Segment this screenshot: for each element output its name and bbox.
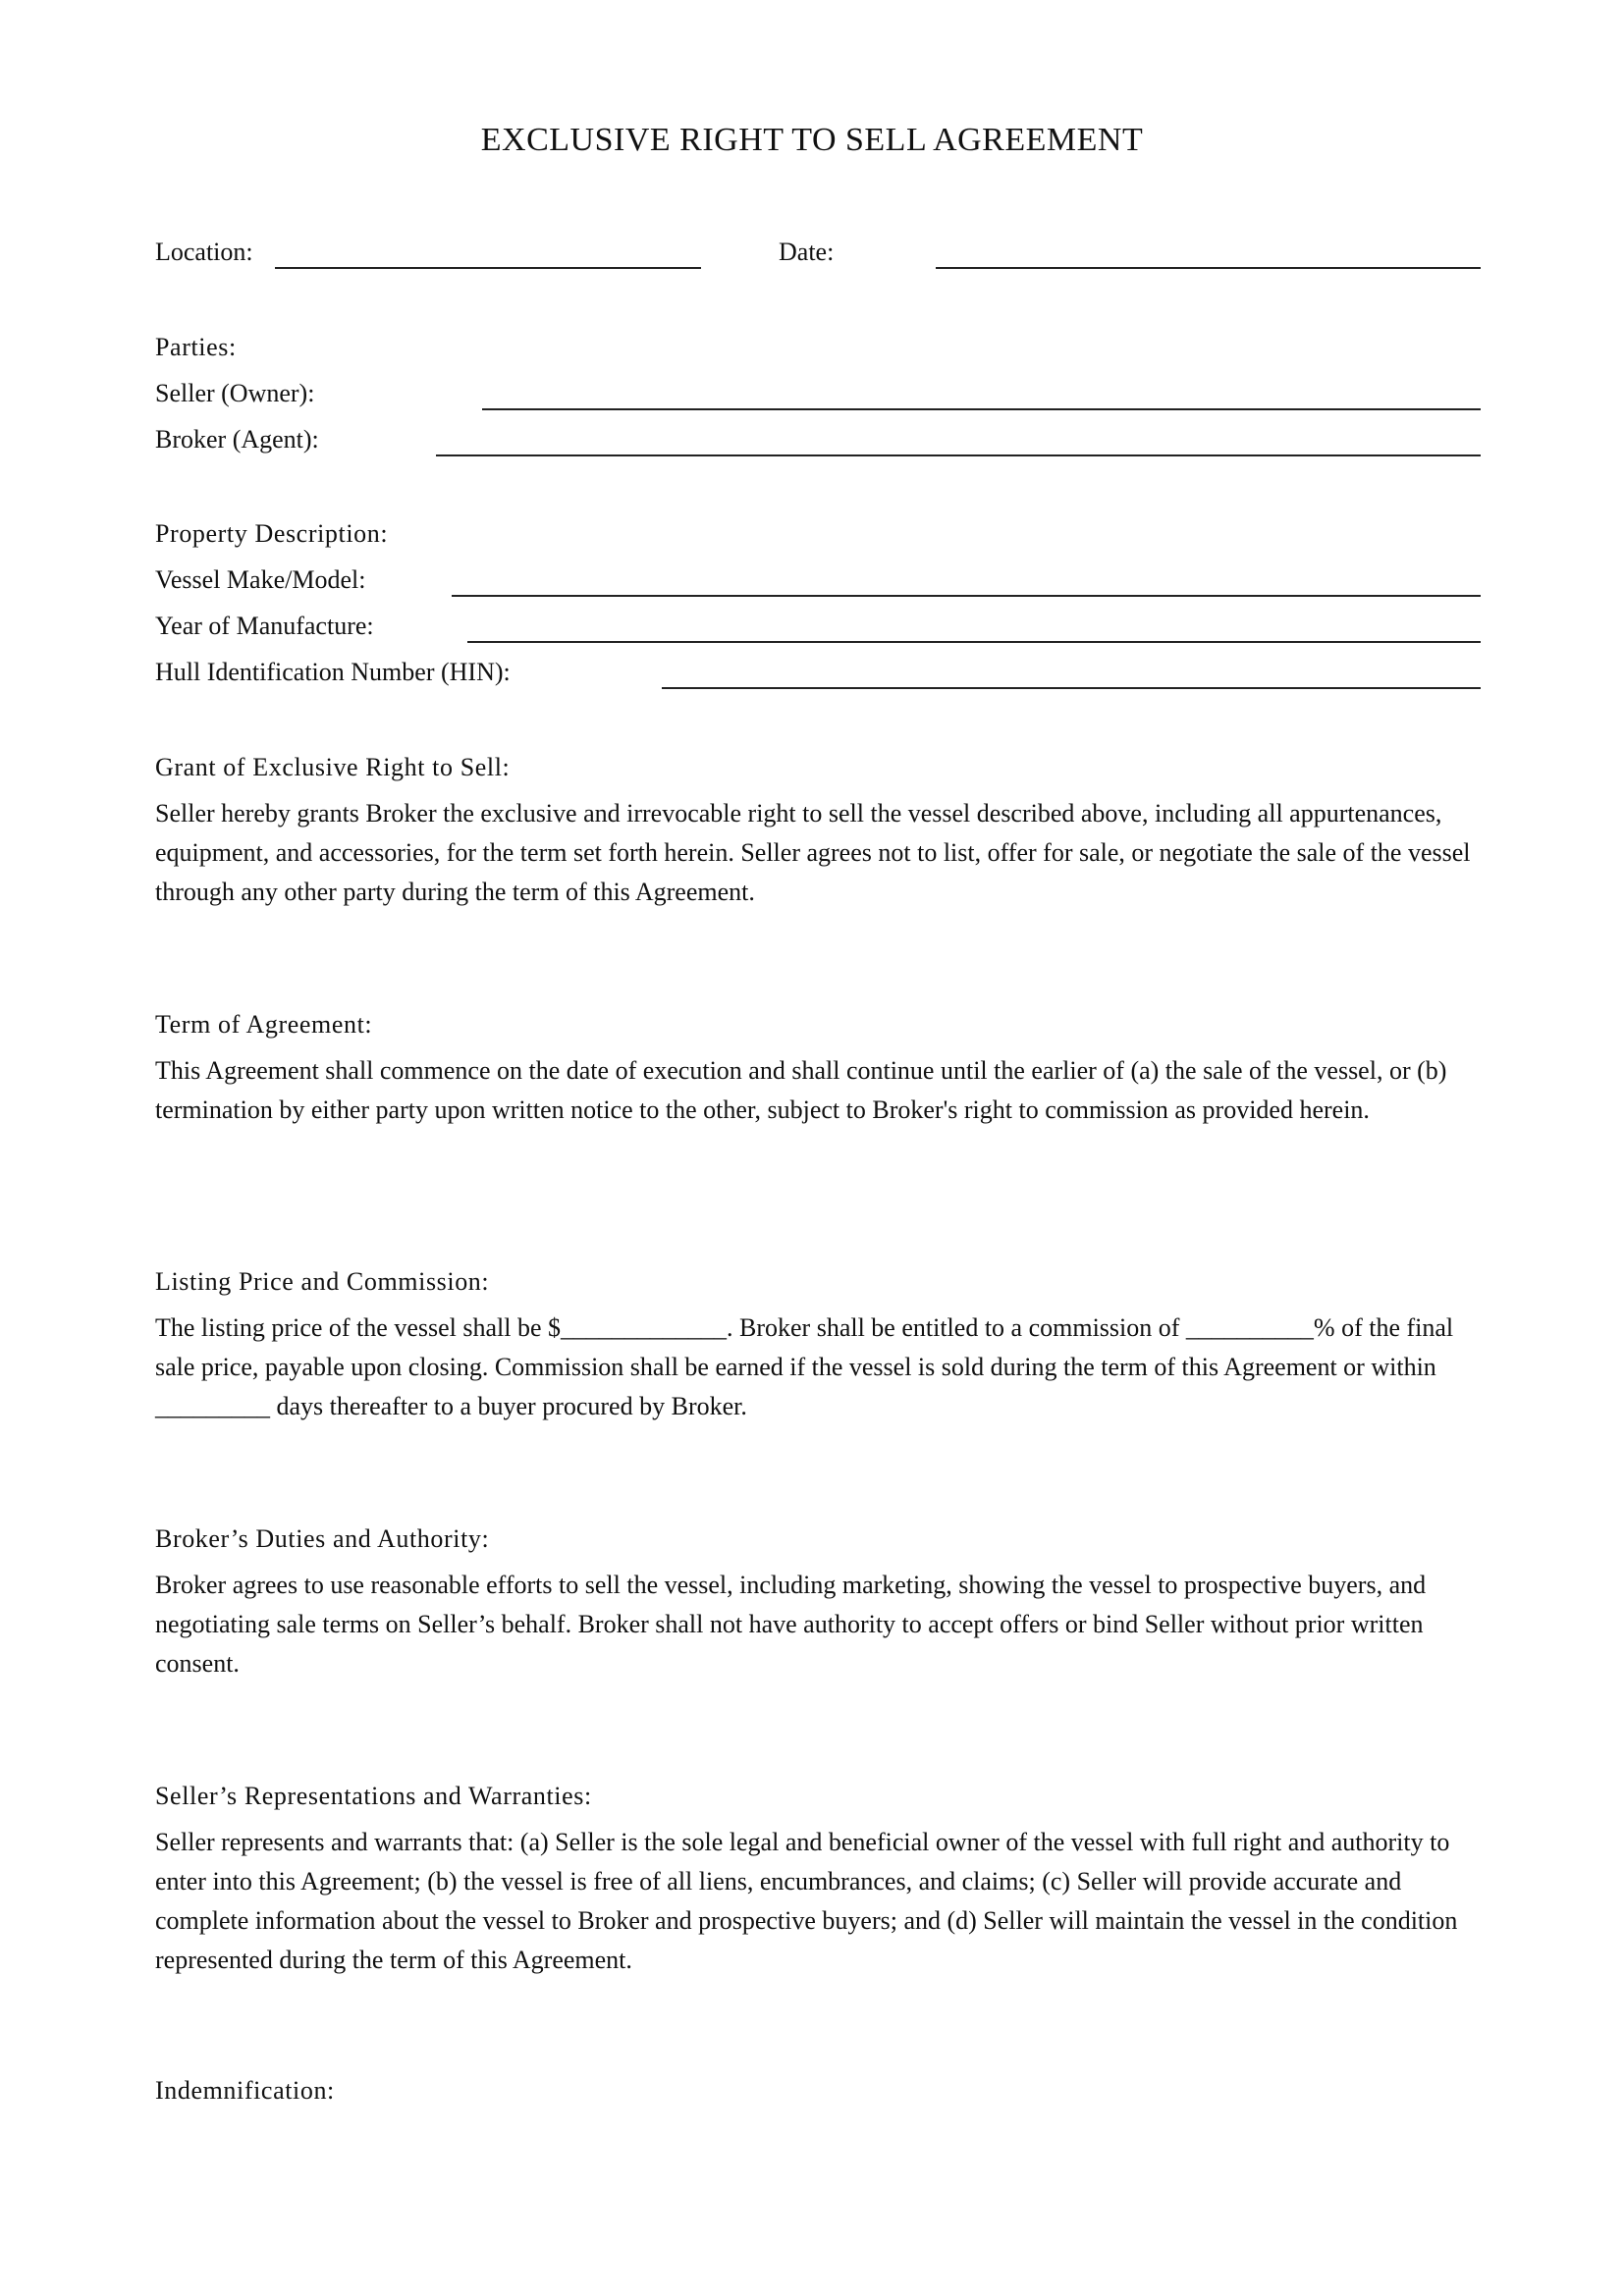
year-field[interactable]	[467, 641, 1481, 643]
listing-body: The listing price of the vessel shall be $_____________. Broker shall be entitled to a commission of __________% of the final sale price, payable upon closing. Commission shall be earned if the vessel is sold during the term of this Agreement or within _________ days thereafter to a buyer procured by Broker.	[155, 1313, 1454, 1420]
grant-heading: Grant of Exclusive Right to Sell:	[155, 753, 511, 781]
location-date-row	[155, 238, 1477, 277]
hin-label: Hull Identification Number (HIN):	[155, 658, 511, 686]
seller-row	[155, 379, 1477, 418]
location-label: Location:	[155, 238, 253, 266]
hin-row	[155, 658, 1477, 697]
term-body: This Agreement shall commence on the date of execution and shall continue until the earlier of (a) the sale of the vessel, or (b) termination by either party upon written notice to the other, subject to Broker's right to commission as provided herein.	[155, 1056, 1447, 1124]
location-field[interactable]	[275, 267, 701, 269]
seller-field[interactable]	[482, 408, 1481, 410]
broker-row	[155, 425, 1477, 464]
indemnification-heading: Indemnification:	[155, 2076, 335, 2105]
date-label: Date:	[779, 238, 835, 266]
warranties-body: Seller represents and warrants that: (a) Seller is the sole legal and beneficial owner of the vessel with full right and authority to enter into this Agreement; (b) the vessel is free of all liens, encumbrances, and claims; (c) Seller will provide accurate and complete information about the vessel to Broker and prospective buyers; and (d) Seller will maintain the vessel in the condition represented during the term of this Agreement.	[155, 1828, 1458, 1974]
broker-label: Broker (Agent):	[155, 425, 319, 454]
duties-heading: Broker’s Duties and Authority:	[155, 1524, 490, 1553]
duties-body: Broker agrees to use reasonable efforts to sell the vessel, including marketing, showing the vessel to prospective buyers, and negotiating sale terms on Seller’s behalf. Broker shall not have authority to accept offers or bind Seller without prior written consent.	[155, 1571, 1427, 1678]
warranties-heading: Seller’s Representations and Warranties:	[155, 1782, 592, 1810]
document-title: EXCLUSIVE RIGHT TO SELL AGREEMENT	[480, 122, 1144, 158]
parties-heading: Parties:	[155, 333, 237, 361]
grant-body: Seller hereby grants Broker the exclusive and irrevocable right to sell the vessel described above, including all appurtenances, equipment, and accessories, for the term set forth herein. Seller agrees not to list, offer for sale, or negotiate the sale of the vessel through any other party during the term of this Agreement.	[155, 799, 1471, 906]
year-label: Year of Manufacture:	[155, 612, 374, 640]
year-row	[155, 612, 1477, 651]
date-field[interactable]	[936, 267, 1481, 269]
hin-field[interactable]	[662, 687, 1481, 689]
listing-heading: Listing Price and Commission:	[155, 1267, 490, 1296]
seller-label: Seller (Owner):	[155, 379, 315, 407]
make-field[interactable]	[452, 595, 1481, 597]
make-row	[155, 565, 1477, 605]
make-label: Vessel Make/Model:	[155, 565, 366, 594]
broker-field[interactable]	[436, 454, 1481, 456]
property-heading: Property Description:	[155, 519, 389, 548]
term-heading: Term of Agreement:	[155, 1010, 373, 1039]
